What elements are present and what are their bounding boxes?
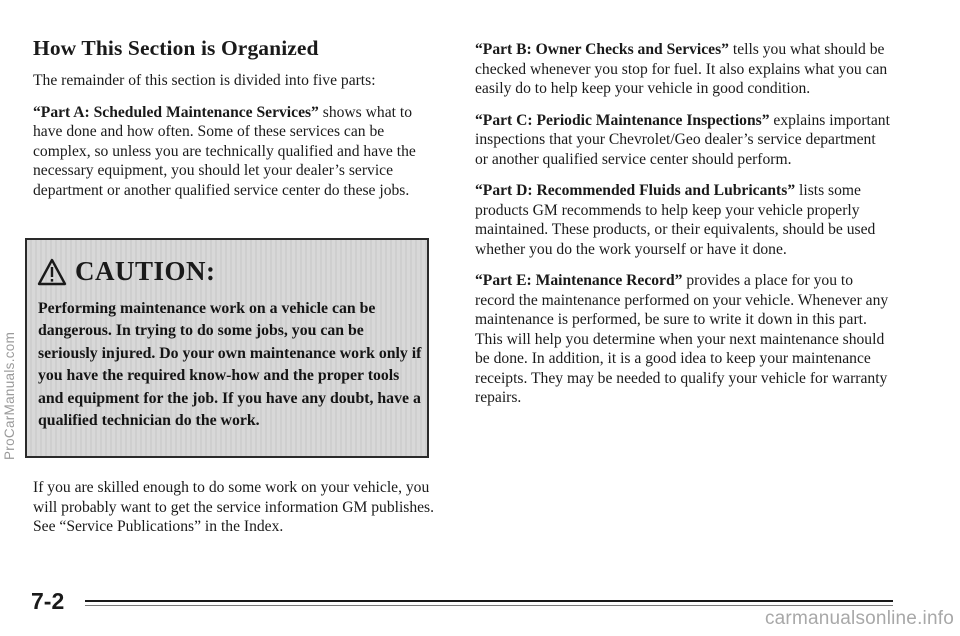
footer-rule-thin xyxy=(85,605,893,606)
caution-title: CAUTION: xyxy=(75,256,216,286)
left-column xyxy=(33,36,445,200)
part-b-text: tells you what should be checked whenever you stop for fuel. It also explains what you can easily do to help keep your vehicle in good condition. xyxy=(475,41,888,97)
part-b-lead: “Part B: Owner Checks and Services” xyxy=(475,41,729,58)
footer-rule xyxy=(85,600,893,602)
part-e-lead: “Part E: Maintenance Record” xyxy=(475,272,683,289)
caution-box xyxy=(25,238,429,458)
intro-paragraph: The remainder of this section is divided into five parts: xyxy=(33,72,376,89)
caution-text: Performing maintenance work on a vehicle can be dangerous. In trying to do some jobs, you can be seriously injured. Do your own maintenance work only if you have the required know-how and the proper tools and equipment for the job. If you have any doubt, have a qualified technician do the work. xyxy=(38,300,422,430)
side-watermark: ProCarManuals.com xyxy=(2,331,17,460)
part-d-lead: “Part D: Recommended Fluids and Lubricants” xyxy=(475,182,796,199)
part-a-paragraph xyxy=(33,103,445,201)
part-d-text: lists some products GM recommends to help keep your vehicle properly maintained. These products, or their equivalents, should be used whether you do the work yourself or have it done. xyxy=(475,182,876,258)
part-e-text: provides a place for you to record the maintenance performed on your vehicle. Whenever any maintenance is performed, be sure to write it down in this part. This will help you determine when your next maintenance should be done. In addition, it is a good idea to keep your maintenance receipts. They may be needed to qualify your vehicle for warranty repairs. xyxy=(475,272,889,406)
page-number: 7-2 xyxy=(31,588,65,614)
section-title: How This Section is Organized xyxy=(33,36,319,60)
part-c-lead: “Part C: Periodic Maintenance Inspections” xyxy=(475,111,770,129)
part-c-text: explains important inspections that your Chevrolet/Geo dealer’s service department or another qualified service center should perform. xyxy=(475,111,890,168)
right-column xyxy=(475,40,890,408)
part-c-paragraph xyxy=(475,111,890,170)
caution-header xyxy=(37,256,216,287)
part-a-lead: “Part A: Scheduled Maintenance Services” xyxy=(33,103,319,121)
warning-triangle-icon xyxy=(37,258,67,286)
part-a-text: shows what to have done and how often. Some of these services can be complex, so unless you are technically qualified and have the necessary equipment, you should let your dealer’s service department or another qualified service center do these jobs. xyxy=(33,103,416,199)
bottom-watermark: carmanualsonline.info xyxy=(764,608,954,629)
part-e-paragraph xyxy=(475,271,890,408)
part-b-paragraph xyxy=(475,40,890,99)
part-d-paragraph xyxy=(475,181,890,259)
service-info-paragraph: If you are skilled enough to do some work on your vehicle, you will probably want to get the service information GM publishes. See “Service Publications” in the Index. xyxy=(33,479,435,535)
